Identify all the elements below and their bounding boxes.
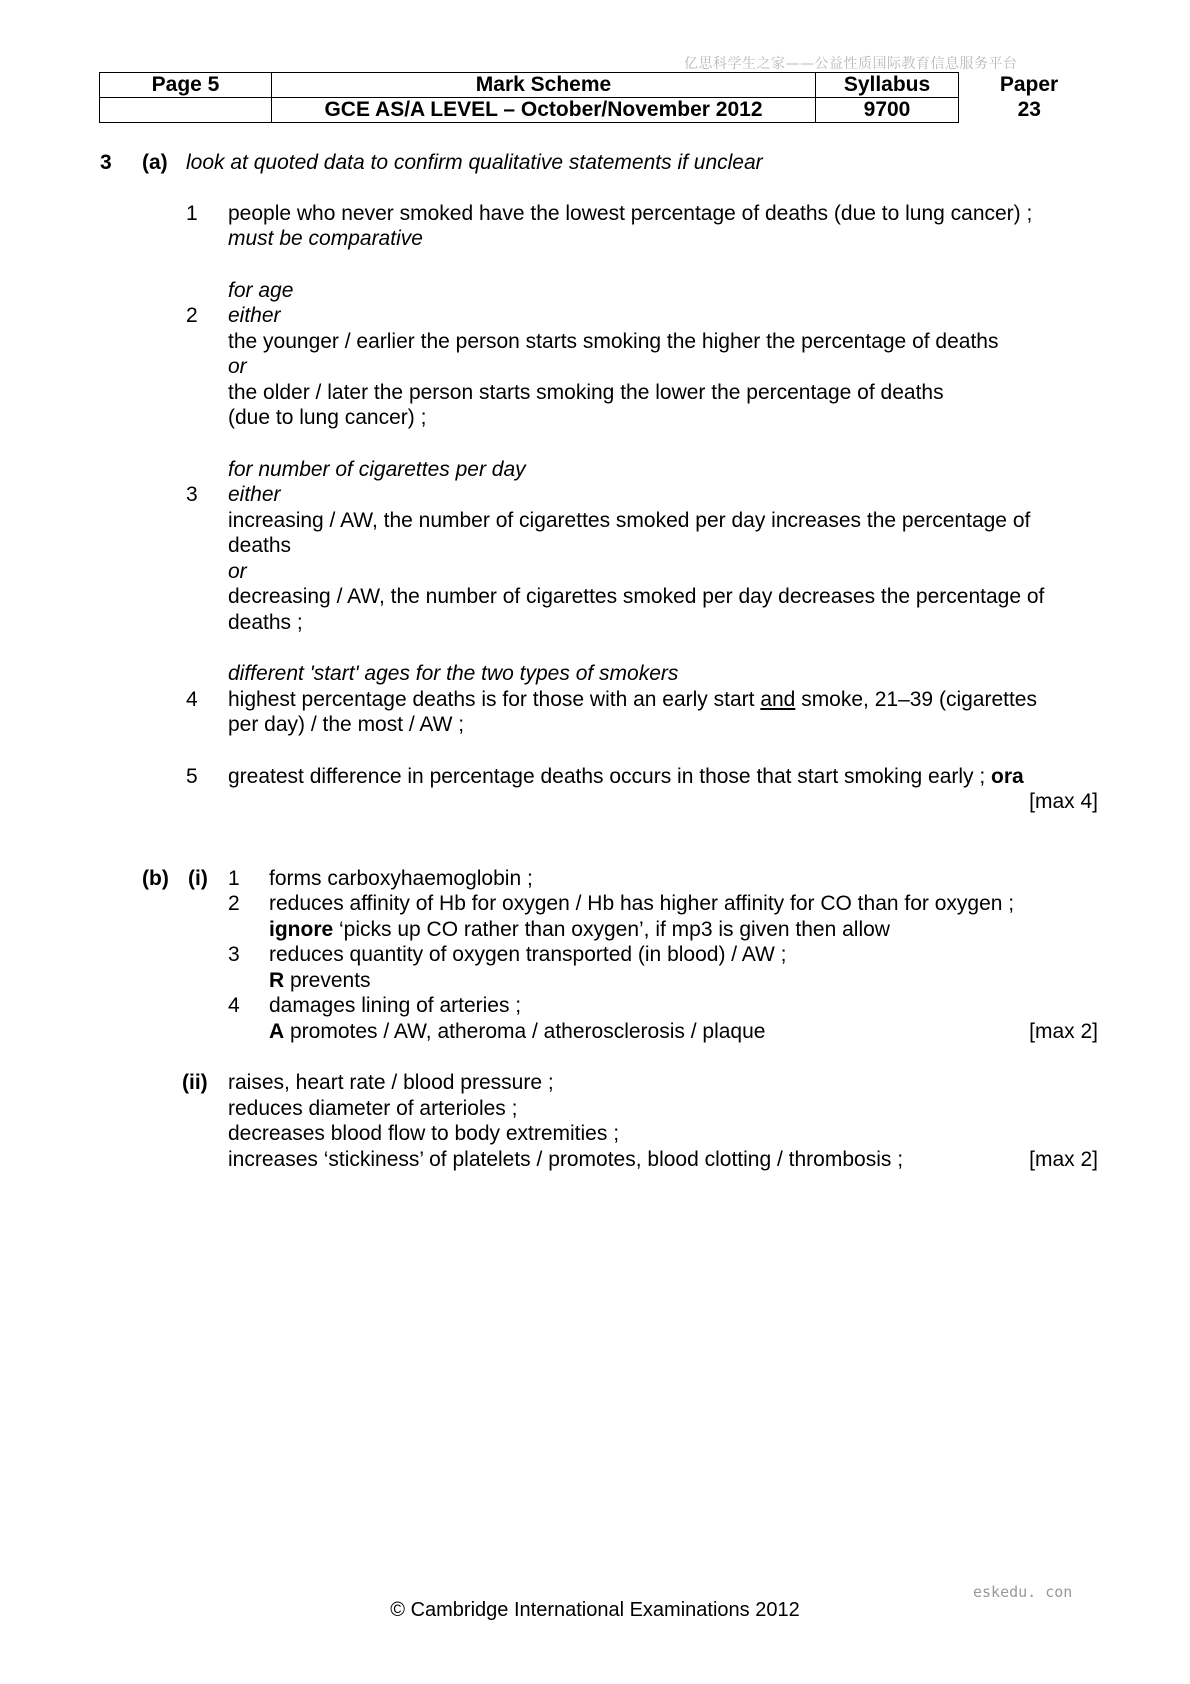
- point-4-heading: different 'start' ages for the two types of smokers: [228, 662, 679, 685]
- part-b-i-label: (i): [188, 867, 208, 890]
- part-a-intro: look at quoted data to confirm qualitative statements if unclear: [186, 151, 763, 174]
- point-3-line-1: increasing / AW, the number of cigarettes smoked per day increases the percentage of: [228, 509, 1031, 532]
- point-2-heading: for age: [228, 279, 294, 302]
- point-1-note: must be comparative: [228, 227, 423, 250]
- header-table: [99, 72, 1100, 123]
- point-5-ora: ora: [991, 765, 1024, 788]
- point-4-number: 4: [186, 688, 198, 711]
- b-i-point-3-note: [269, 968, 371, 993]
- question-number: 3: [100, 151, 112, 174]
- header-page: Page 5: [100, 73, 272, 98]
- site-mark: eskedu. con: [973, 1583, 1073, 1601]
- point-4-text-after: smoke, 21–39 (cigarettes: [795, 688, 1037, 711]
- copyright-footer: © Cambridge International Examinations 2012: [390, 1599, 800, 1621]
- header-paper-label: Paper: [999, 73, 1059, 96]
- b-ii-line-2: reduces diameter of arterioles ;: [228, 1097, 518, 1120]
- point-4-underlined-and: and: [760, 688, 796, 711]
- b-i-point-4-rest: promotes / AW, atheroma / atherosclerosis / plaque: [284, 1020, 766, 1043]
- header-syllabus-label: Syllabus: [816, 73, 959, 98]
- point-2-number: 2: [186, 304, 198, 327]
- point-3-line-4: deaths ;: [228, 611, 303, 634]
- header-empty-cell: [100, 98, 272, 123]
- point-3-line-3: decreasing / AW, the number of cigarettes smoked per day decreases the percentage of: [228, 585, 1045, 608]
- part-a-max-marks: [max 4]: [1029, 790, 1098, 813]
- watermark-text: 亿思科学生之家——公益性质国际教育信息服务平台: [684, 56, 1018, 72]
- point-2-line-3: (due to lung cancer) ;: [228, 406, 427, 429]
- b-i-point-3-number: 3: [228, 943, 240, 966]
- point-4-line-1: [228, 687, 1037, 712]
- b-i-point-3-rest: prevents: [284, 969, 371, 992]
- b-i-point-4-note: [269, 1019, 765, 1044]
- b-ii-line-1: raises, heart rate / blood pressure ;: [228, 1071, 554, 1094]
- point-3-either: either: [228, 483, 281, 506]
- header-mark-scheme: Mark Scheme: [272, 73, 816, 98]
- b-i-point-4-text: damages lining of arteries ;: [269, 994, 522, 1017]
- part-a-label: (a): [142, 151, 168, 174]
- b-i-point-3-text: reduces quantity of oxygen transported (in blood) / AW ;: [269, 943, 787, 966]
- point-3-line-2: deaths: [228, 534, 292, 557]
- b-ii-line-3: decreases blood flow to body extremities ;: [228, 1122, 620, 1145]
- point-4-line-2: per day) / the most / AW ;: [228, 713, 465, 736]
- point-2-line-2: the older / later the person starts smoking the lower the percentage of deaths: [228, 381, 944, 404]
- point-3-heading: for number of cigarettes per day: [228, 458, 526, 481]
- point-2-line-1: the younger / earlier the person starts smoking the higher the percentage of deaths: [228, 330, 999, 353]
- b-i-point-4-number: 4: [228, 994, 240, 1017]
- part-b-ii-max-marks: [max 2]: [1029, 1148, 1098, 1171]
- b-i-point-1-number: 1: [228, 867, 240, 890]
- header-exam: GCE AS/A LEVEL – October/November 2012: [272, 98, 816, 123]
- b-i-point-3-r: R: [269, 969, 285, 992]
- b-i-point-2-text: reduces affinity of Hb for oxygen / Hb has higher affinity for CO than for oxygen ;: [269, 892, 1015, 915]
- b-i-point-4-a: A: [269, 1020, 285, 1043]
- b-i-point-2-ignore: ignore: [269, 918, 334, 941]
- b-i-point-1-text: forms carboxyhaemoglobin ;: [269, 867, 533, 890]
- header-paper: 23: [1017, 98, 1041, 121]
- point-3-number: 3: [186, 483, 198, 506]
- part-b-label: (b): [142, 867, 169, 890]
- point-1-text: people who never smoked have the lowest percentage of deaths (due to lung cancer) ;: [228, 202, 1033, 225]
- point-5-number: 5: [186, 765, 198, 788]
- point-5-text: greatest difference in percentage deaths occurs in those that start smoking early ;: [228, 765, 992, 788]
- header-syllabus: 9700: [816, 98, 959, 123]
- point-5-line: [228, 764, 1024, 789]
- point-1-number: 1: [186, 202, 198, 225]
- b-i-point-2-rest: ‘picks up CO rather than oxygen’, if mp3 is given then allow: [333, 918, 890, 941]
- b-i-point-2-note: [269, 917, 890, 942]
- b-ii-line-4: increases ‘stickiness’ of platelets / promotes, blood clotting / thrombosis ;: [228, 1148, 904, 1171]
- b-i-point-2-number: 2: [228, 892, 240, 915]
- point-3-or: or: [228, 560, 247, 583]
- part-b-i-max-marks: [max 2]: [1029, 1020, 1098, 1043]
- point-4-text-before: highest percentage deaths is for those with an early start: [228, 688, 761, 711]
- point-2-or: or: [228, 355, 247, 378]
- part-b-ii-label: (ii): [182, 1071, 208, 1094]
- point-2-either: either: [228, 304, 281, 327]
